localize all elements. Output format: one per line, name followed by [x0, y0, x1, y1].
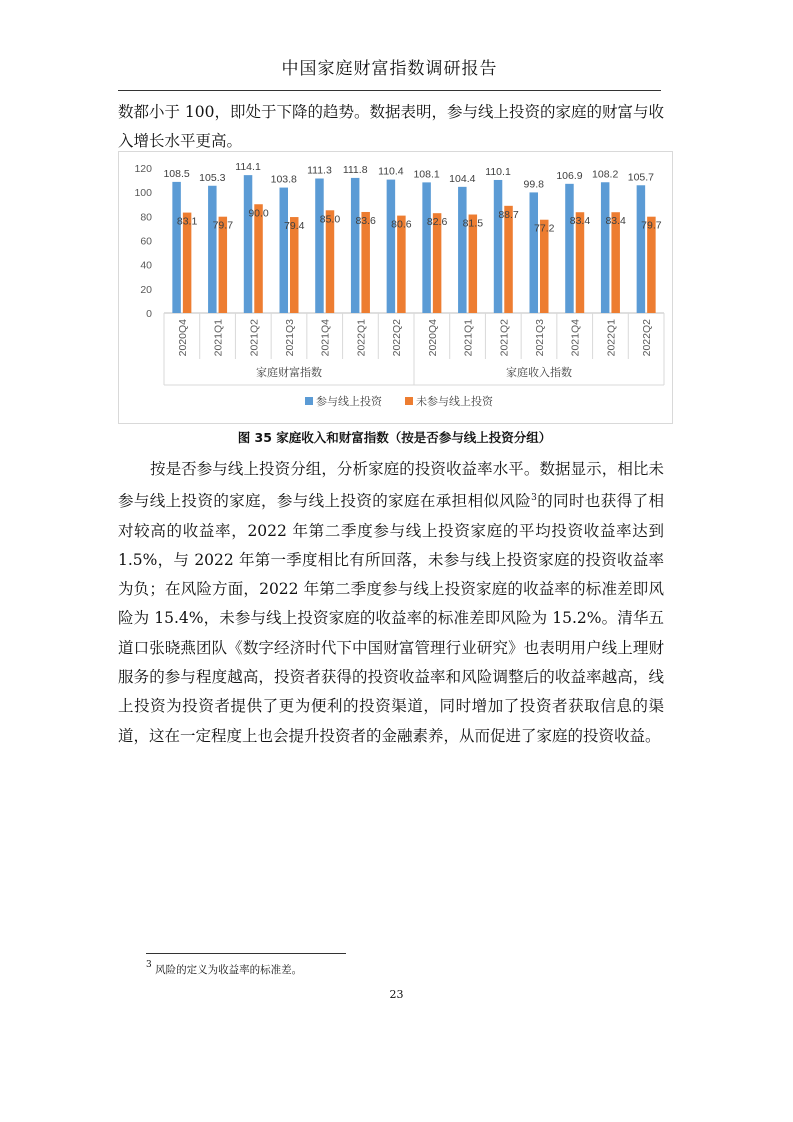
bar-offline: [504, 206, 513, 313]
data-label-online: 111.8: [342, 163, 368, 176]
y-tick-label: 120: [134, 163, 152, 175]
data-label-online: 110.1: [485, 165, 511, 178]
page-header-title: 中国家庭财富指数调研报告: [281, 59, 498, 79]
y-tick-label: 40: [140, 259, 152, 272]
bar-offline: [254, 204, 262, 313]
data-label-online: 108.5: [163, 167, 190, 180]
bar-online: [458, 187, 467, 313]
paragraph-analysis-part2: 的同时也获得了相对较高的收益率，2022 年第二季度参与线上投资家庭的平均投资收益率达到 1.5%，与 2022 年第一季度相比有所回落，未参与线上投资家庭的投资收益率为负；在风险方面，2022 年第二季度参与线上投资家庭的收益率的标准差即风险为 15.4%，未参与线上投资家庭的收益率的标准差即风险为 15.2%。清华五道口张晓燕团队《数字经济时代下中国财富管理行业研究》也表明用户线上理财服务的参与程度越高，投资者获得的投资收益率和风险调整后的收益率越高，线上投资为投资者提供了更为便利的投资渠道，同时增加了投资者获取信息的渠道，这在一定程度上也会提升投资者的金融素养，从而促进了家庭的投资收益。: [118, 492, 664, 745]
data-label-offline: 79.7: [641, 219, 662, 232]
page-number: 23: [389, 988, 404, 1001]
bar-online: [422, 182, 431, 313]
data-label-offline: 83.4: [569, 215, 591, 228]
data-label-online: 106.9: [556, 169, 583, 182]
data-label-online: 111.3: [307, 164, 332, 177]
data-label-offline: 88.7: [498, 208, 519, 221]
data-label-offline: 83.6: [355, 214, 376, 227]
data-label-online: 99.8: [523, 178, 544, 191]
data-label-offline: 85.0: [319, 213, 341, 226]
data-label-online: 104.4: [449, 172, 476, 185]
data-label-offline: 80.6: [391, 218, 412, 231]
y-tick-label: 80: [140, 211, 152, 224]
bar-online: [601, 182, 610, 313]
bar-online: [387, 180, 396, 313]
bar-offline: [576, 212, 585, 313]
legend-swatch-offline: [405, 397, 413, 405]
footnote-reference[interactable]: 3: [531, 493, 537, 504]
bar-online: [244, 175, 253, 313]
x-category-label: 2020Q4: [426, 319, 439, 357]
bar-chart: [118, 151, 673, 424]
x-category-label: 2021Q3: [534, 319, 546, 357]
bar-offline: [611, 212, 620, 313]
paragraph-analysis-part1: 按是否参与线上投资分组，分析家庭的投资收益率水平。数据显示，相比未参与线上投资的家庭，参与线上投资的家庭在承担相似风险: [118, 460, 664, 511]
x-category-label: 2022Q2: [641, 319, 654, 357]
data-label-online: 110.4: [378, 165, 404, 178]
data-label-online: 103.8: [270, 173, 297, 186]
x-category-label: 2021Q4: [569, 319, 582, 357]
bar-online: [208, 186, 217, 313]
x-category-label: 2022Q1: [605, 319, 618, 357]
bar-online: [315, 179, 324, 313]
bar-online: [637, 185, 646, 313]
figure-caption: 图 35 家庭收入和财富指数（按是否参与线上投资分组）: [237, 430, 552, 445]
x-category-label: 2021Q2: [248, 319, 261, 357]
x-category-label: 2021Q1: [462, 319, 475, 357]
footnote-text: 风险的定义为收益率的标准差。: [155, 964, 303, 976]
data-label-offline: 77.2: [534, 222, 555, 235]
bar-online: [172, 182, 181, 313]
x-category-label: 2021Q1: [212, 319, 225, 357]
bar-offline: [326, 210, 335, 313]
paragraph-analysis: [118, 455, 664, 751]
data-label-online: 114.1: [235, 161, 261, 174]
y-tick-label: 0: [146, 308, 152, 320]
y-tick-label: 60: [140, 235, 152, 248]
bar-online: [351, 178, 360, 313]
x-category-label: 2021Q3: [284, 319, 296, 357]
x-category-label: 2022Q1: [355, 319, 368, 357]
data-label-offline: 79.4: [284, 220, 305, 233]
x-category-label: 2022Q2: [391, 319, 404, 357]
footnote-mark: 3: [146, 960, 152, 970]
bar-online: [280, 188, 289, 313]
legend-label-online: 参与线上投资: [316, 395, 382, 408]
data-label-online: 108.2: [592, 168, 619, 181]
group-label: 家庭收入指数: [506, 366, 572, 379]
data-label-offline: 83.4: [605, 215, 626, 228]
legend-swatch-online: [305, 397, 313, 405]
bar-offline: [183, 213, 192, 313]
data-label-offline: 81.5: [462, 217, 484, 230]
footnote: [146, 960, 302, 977]
data-label-online: 105.7: [627, 171, 655, 184]
x-category-label: 2021Q2: [498, 319, 511, 357]
bar-online: [494, 180, 503, 313]
footnote-rule: [146, 953, 346, 954]
x-category-label: 2020Q4: [176, 319, 189, 357]
data-label-online: 105.3: [199, 171, 226, 184]
data-label-offline: 83.1: [176, 215, 198, 228]
header-rule: [118, 90, 661, 91]
chart-svg: [119, 152, 672, 423]
data-label-online: 108.1: [413, 168, 440, 181]
y-tick-label: 100: [134, 187, 152, 200]
bar-online: [530, 192, 539, 313]
data-label-offline: 82.6: [426, 216, 448, 229]
data-label-offline: 90.0: [248, 207, 269, 220]
data-label-offline: 79.7: [212, 219, 234, 232]
x-category-label: 2021Q4: [319, 319, 332, 357]
bar-online: [565, 184, 574, 313]
legend-label-offline: 未参与线上投资: [416, 395, 493, 408]
group-label: 家庭财富指数: [256, 366, 322, 379]
y-tick-label: 20: [140, 283, 152, 296]
paragraph-intro: 数都小于 100，即处于下降的趋势。数据表明，参与线上投资的家庭的财富与收入增长水平更高。: [118, 103, 665, 151]
bar-offline: [361, 212, 370, 313]
